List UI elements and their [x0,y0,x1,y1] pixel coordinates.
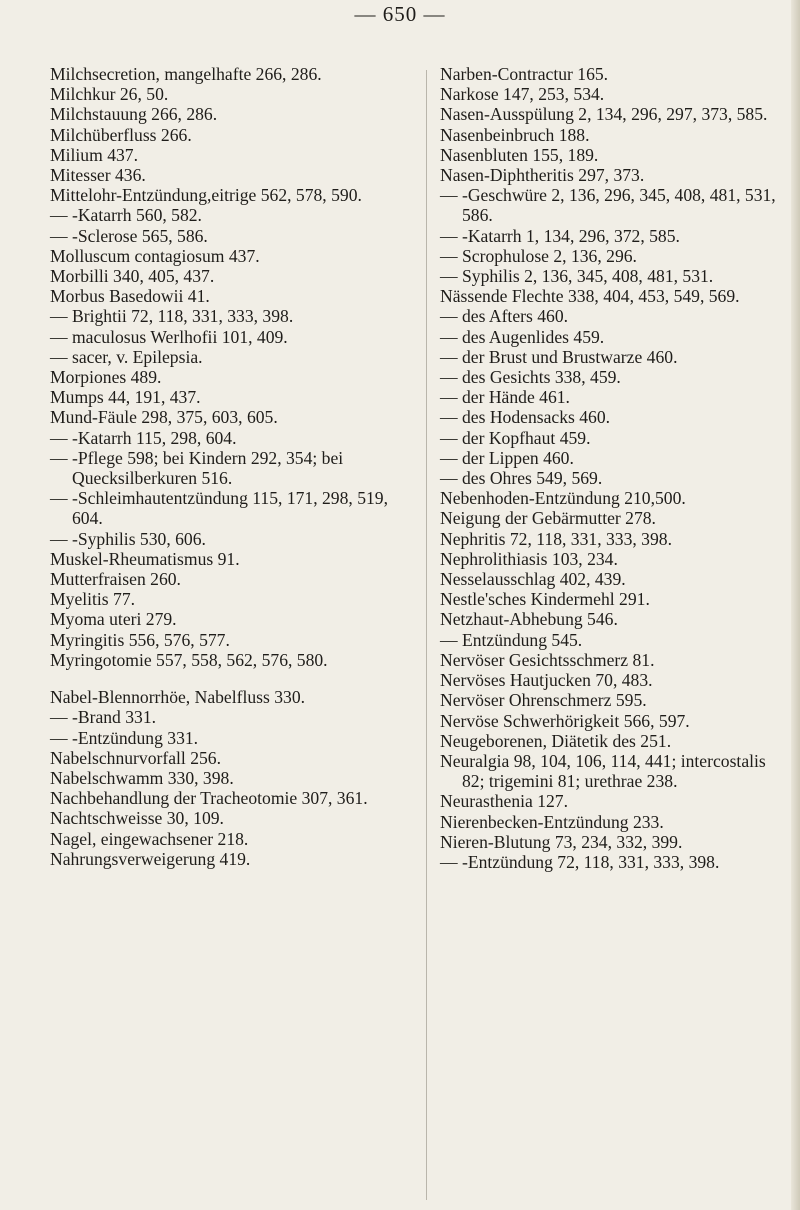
index-entry: Muskel-Rheumatismus 91. [50,548,240,569]
index-entry: Nasenbluten 155, 189. [440,144,599,165]
index-entry: Morbilli 340, 405, 437. [50,266,215,287]
index-entry: — -Entzündung 72, 118, 331, 333, 398. [440,851,720,872]
index-entry: Mumps 44, 191, 437. [50,387,201,408]
index-entry: Nervöses Hautjucken 70, 483. [440,670,653,691]
page-edge [791,0,800,1210]
index-entry: — -Entzündung 331. [50,727,199,748]
index-entry: Milium 437. [50,144,138,165]
index-entry: Mittelohr-Entzündung,eitrige 562, 578, 590. [50,185,362,206]
index-entry: Nachbehandlung der Tracheotomie 307, 361. [50,788,368,809]
index-entry: Mund-Fäule 298, 375, 603, 605. [50,407,278,428]
index-entry: Nervöser Gesichtsschmerz 81. [440,649,655,670]
index-entry: Nestle'sches Kindermehl 291. [440,589,650,610]
index-column-left [50,64,420,869]
index-entry: Neuralgia 98, 104, 106, 114, 441; intercostalis 82; trigemini 81; urethrae 238. [440,750,766,792]
index-entry: — -Katarrh 1, 134, 296, 372, 585. [440,225,680,246]
index-entry: Nässende Flechte 338, 404, 453, 549, 569. [440,286,740,307]
index-entry: Myoma uteri 279. [50,609,177,630]
index-entry: Morpiones 489. [50,367,162,388]
index-entry: — -Katarrh 115, 298, 604. [50,427,237,448]
index-entry: Mutterfraisen 260. [50,569,181,590]
index-entry: Nebenhoden-Entzündung 210,500. [440,488,686,509]
index-entry: Neugeborenen, Diätetik des 251. [440,730,672,751]
index-entry: Nervöser Ohrenschmerz 595. [440,690,647,711]
index-entry: Nasen-Diphtheritis 297, 373. [440,165,645,186]
index-entry: — -Sclerose 565, 586. [50,225,208,246]
index-entry: — -Syphilis 530, 606. [50,528,206,549]
column-divider [426,70,427,1200]
index-column-right [440,64,792,872]
index-entry: Nachtschweisse 30, 109. [50,808,224,829]
index-entry: — des Gesichts 338, 459. [440,367,621,388]
index-entry: Nephrolithiasis 103, 234. [440,548,618,569]
index-entry: — der Hände 461. [440,387,570,408]
index-entry: — Brightii 72, 118, 331, 333, 398. [50,306,294,327]
index-entry: — -Schleimhautentzündung 115, 171, 298, 519, 604. [50,488,388,529]
index-entry: — -Katarrh 560, 582. [50,205,202,226]
index-entry: — des Augenlides 459. [440,326,605,347]
index-entry: Nasenbeinbruch 188. [440,124,590,145]
index-entry: Myringotomie 557, 558, 562, 576, 580. [50,649,328,670]
index-entry: Nervöse Schwerhörigkeit 566, 597. [440,710,690,731]
index-entry: — Entzündung 545. [440,629,583,650]
index-entry: Nieren-Blutung 73, 234, 332, 399. [440,831,683,852]
index-entry: Nabelschwamm 330, 398. [50,767,234,788]
index-entry: Narben-Contractur 165. [440,64,609,84]
index-entry: — der Kopfhaut 459. [440,427,591,448]
index-entry: — maculosus Werlhofii 101, 409. [50,326,288,347]
index-entry: Nierenbecken-Entzündung 233. [440,811,664,832]
index-entry: Myringitis 556, 576, 577. [50,629,230,650]
index-entry: — des Ohres 549, 569. [440,468,603,489]
index-entry: Narkose 147, 253, 534. [440,84,605,105]
index-entry: Milchkur 26, 50. [50,84,169,105]
index-entry: — sacer, v. Epilepsia. [50,346,203,367]
index-entry: Morbus Basedowii 41. [50,286,210,307]
index-entry: Myelitis 77. [50,589,136,610]
index-entry: — der Brust und Brustwarze 460. [440,346,678,367]
index-entry: Neigung der Gebärmutter 278. [440,508,656,529]
index-entry: Molluscum contagiosum 437. [50,245,260,266]
page-number: — 650 — [354,2,446,26]
index-entry: — der Lippen 460. [440,447,574,468]
index-entry: Netzhaut-Abhebung 546. [440,609,618,630]
index-entry: Nabel-Blennorrhöe, Nabelfluss 330. [50,687,306,708]
index-entry: Nasen-Ausspülung 2, 134, 296, 297, 373, 585. [440,104,768,125]
index-entry: Nagel, eingewachsener 218. [50,828,249,849]
index-entry: — -Pflege 598; bei Kindern 292, 354; bei Quecksilberkuren 516. [50,447,344,489]
index-entry: — des Afters 460. [440,306,569,327]
index-entry: Milchüberfluss 266. [50,124,192,145]
index-entry: Neurasthenia 127. [440,791,569,812]
index-entry: Nahrungsverweigerung 419. [50,848,251,869]
index-entry: — des Hodensacks 460. [440,407,611,428]
index-entry: Nabelschnurvorfall 256. [50,747,221,768]
index-entry: Mitesser 436. [50,165,146,186]
index-entry: — Syphilis 2, 136, 345, 408, 481, 531. [440,266,714,287]
index-entry: Milchstauung 266, 286. [50,104,218,125]
index-entry: — Scrophulose 2, 136, 296. [440,245,637,266]
index-entry: Nephritis 72, 118, 331, 333, 398. [440,528,672,549]
index-entry: — -Brand 331. [50,707,157,728]
index-entry: Milchsecretion, mangelhafte 266, 286. [50,64,322,84]
index-entry: — -Geschwüre 2, 136, 296, 345, 408, 481, 531, 586. [440,185,776,226]
index-entry: Nesselausschlag 402, 439. [440,569,626,590]
